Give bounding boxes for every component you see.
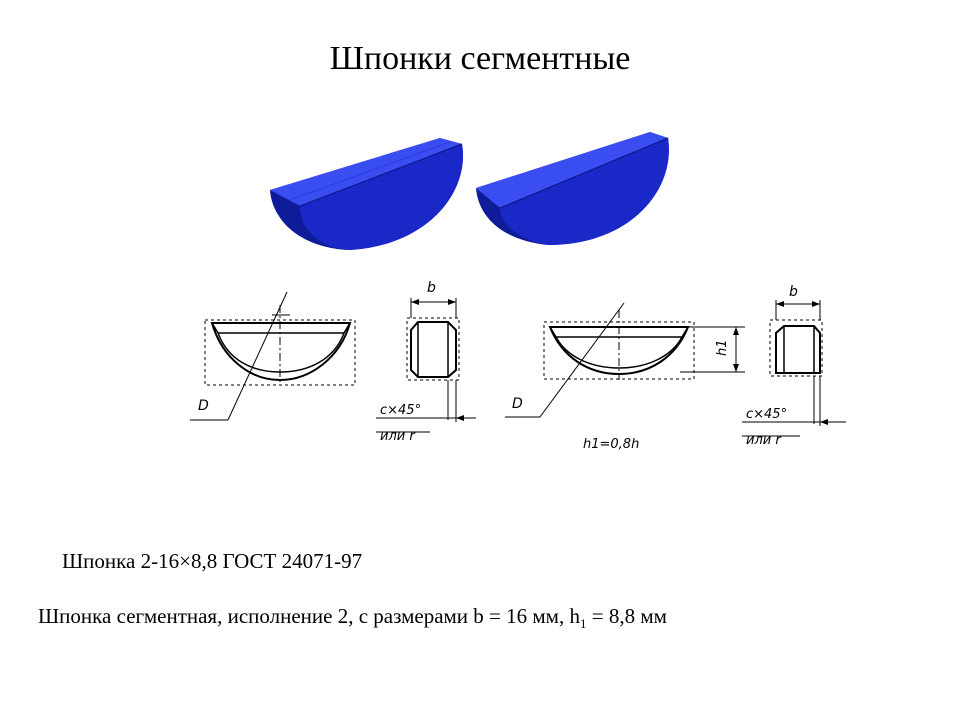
diameter-label-2: D	[512, 396, 523, 412]
width-label-b-2: b	[789, 284, 798, 300]
or-radius-label-1: или r	[380, 429, 415, 444]
chamfer-label-1: c×45°	[380, 403, 422, 418]
or-radius-label-2: или r	[746, 433, 781, 448]
width-label-b-1: b	[427, 280, 436, 296]
explanation-suffix: = 8,8 мм	[586, 604, 667, 628]
diameter-label-1: D	[198, 398, 209, 414]
height-label-h1: h1	[715, 339, 730, 356]
h1-formula-label: h1=0,8h	[583, 437, 640, 452]
designation-example: Шпонка 2-16×8,8 ГОСТ 24071-97	[62, 549, 363, 573]
key-3d-version-2	[476, 132, 669, 245]
explanation-prefix: Шпонка сегментная, исполнение 2, с размерами b = 16 мм, h	[38, 604, 580, 628]
front-view-version-2	[505, 303, 745, 417]
key-3d-version-1	[270, 138, 463, 250]
chamfer-label-2: c×45°	[746, 407, 788, 422]
front-view-version-1	[190, 292, 355, 420]
designation-explanation	[38, 604, 667, 632]
slide-title: Шпонки сегментные	[329, 40, 631, 77]
explanation-subscript: 1	[579, 616, 587, 632]
